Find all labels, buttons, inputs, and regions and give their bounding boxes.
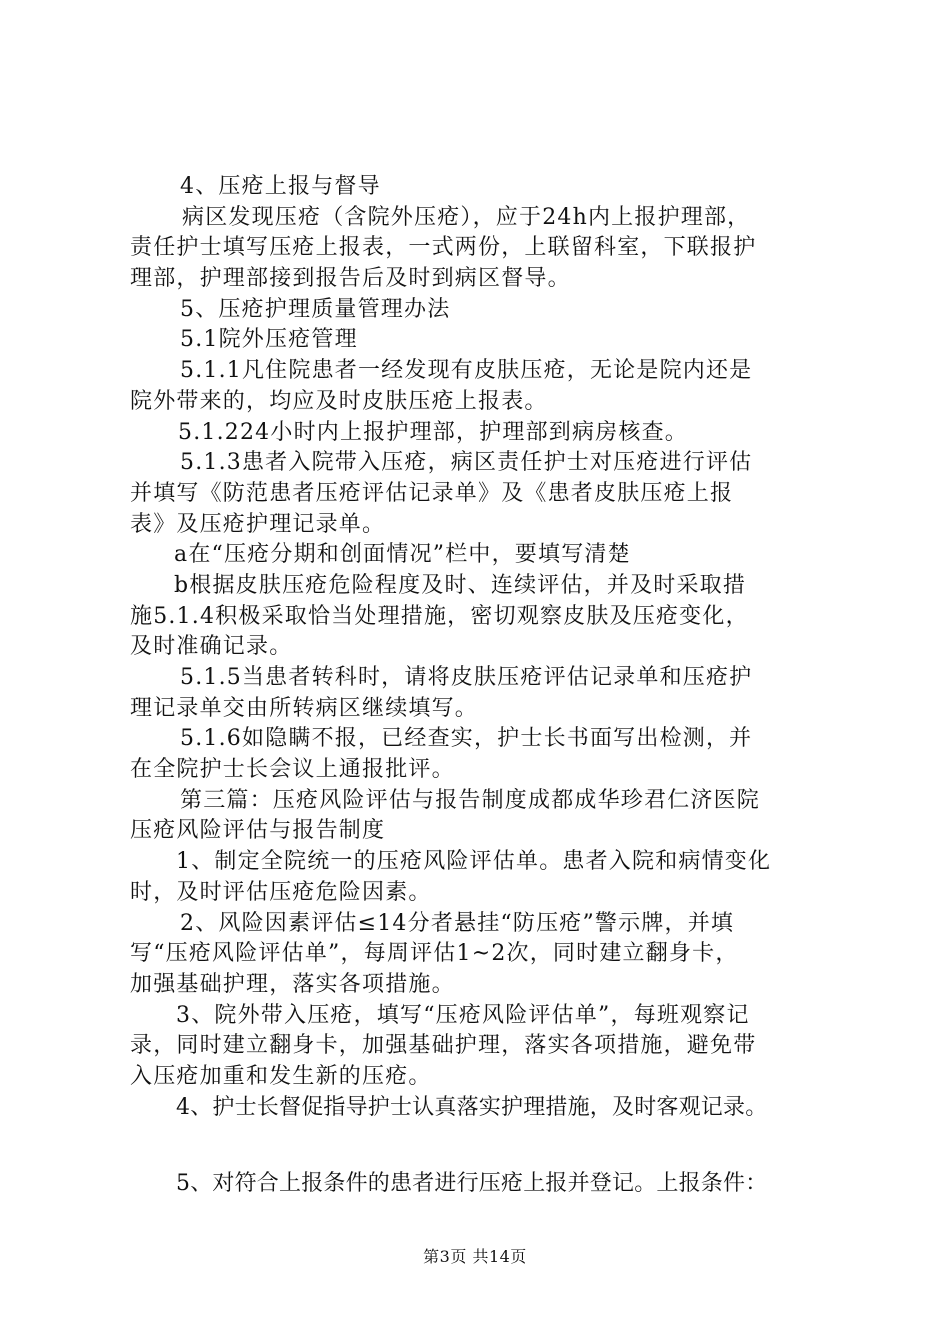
text-line: 1、制定全院统一的压疮风险评估单。患者入院和病情变化 xyxy=(176,849,772,875)
text-line: 5、对符合上报条件的患者进行压疮上报并登记。上报条件： xyxy=(176,1171,768,1197)
text-line: 2、风险因素评估≤14分者悬挂“防压疮”警示牌，并填 xyxy=(180,910,735,936)
text-line: 理部，护理部接到报告后及时到病区督导。 xyxy=(130,266,571,292)
text-line: b根据皮肤压疮危险程度及时、连续评估，并及时采取措 xyxy=(174,572,747,598)
text-line: 5.1.6如隐瞒不报，已经查实，护士长书面写出检测，并 xyxy=(180,726,753,752)
text-line: 写“压疮风险评估单”，每周评估1~2次，同时建立翻身卡， xyxy=(130,941,739,967)
text-line: 3、院外带入压疮，填写“压疮风险评估单”，每班观察记 xyxy=(176,1002,750,1028)
text-line: 表》及压疮护理记录单。 xyxy=(130,511,386,537)
text-line: 4、压疮上报与督导 xyxy=(180,174,381,199)
page-footer: 第3页 共14页 xyxy=(423,1247,527,1266)
text-line: 压疮风险评估与报告制度 xyxy=(130,818,386,844)
text-line: 责任护士填写压疮上报表，一式两份，上联留科室，下联报护 xyxy=(130,235,757,261)
text-line: 并填写《防范患者压疮评估记录单》及《患者皮肤压疮上报 xyxy=(130,480,734,506)
text-line: 理记录单交由所转病区继续填写。 xyxy=(130,695,479,721)
text-line: 病区发现压疮（含院外压疮），应于24h内上报护理部， xyxy=(182,204,751,230)
text-line: 5、压疮护理质量管理办法 xyxy=(180,296,451,322)
text-line: 第三篇：压疮风险评估与报告制度成都成华珍君仁济医院 xyxy=(180,787,761,813)
text-line: 录，同时建立翻身卡，加强基础护理，落实各项措施，避免带 xyxy=(130,1033,757,1059)
text-line: 施5.1.4积极采取恰当处理措施，密切观察皮肤及压疮变化， xyxy=(130,603,749,629)
text-line: 院外带来的，均应及时皮肤压疮上报表。 xyxy=(130,388,548,414)
text-line: 4、护士长督促指导护士认真落实护理措施，及时客观记录。 xyxy=(176,1094,768,1120)
text-line: a在“压疮分期和创面情况”栏中，要填写清楚 xyxy=(174,542,631,568)
text-line: 时，及时评估压疮危险因素。 xyxy=(130,879,432,905)
text-line: 入压疮加重和发生新的压疮。 xyxy=(130,1063,432,1089)
paragraph-gap xyxy=(130,1123,850,1169)
document-body xyxy=(130,172,850,1200)
text-line: 及时准确记录。 xyxy=(130,634,293,660)
text-line: 5.1.1凡住院患者一经发现有皮肤压疮，无论是院内还是 xyxy=(180,358,753,384)
text-line: 加强基础护理，落实各项措施。 xyxy=(130,971,455,997)
text-line: 5.1院外压疮管理 xyxy=(180,327,358,353)
text-line: 在全院护士长会议上通报批评。 xyxy=(130,757,455,783)
text-line: 5.1.5当患者转科时，请将皮肤压疮评估记录单和压疮护 xyxy=(180,665,753,690)
text-line: 5.1.3患者入院带入压疮，病区责任护士对压疮进行评估 xyxy=(180,450,753,476)
text-line: 5.1.224小时内上报护理部，护理部到病房核查。 xyxy=(178,419,688,445)
